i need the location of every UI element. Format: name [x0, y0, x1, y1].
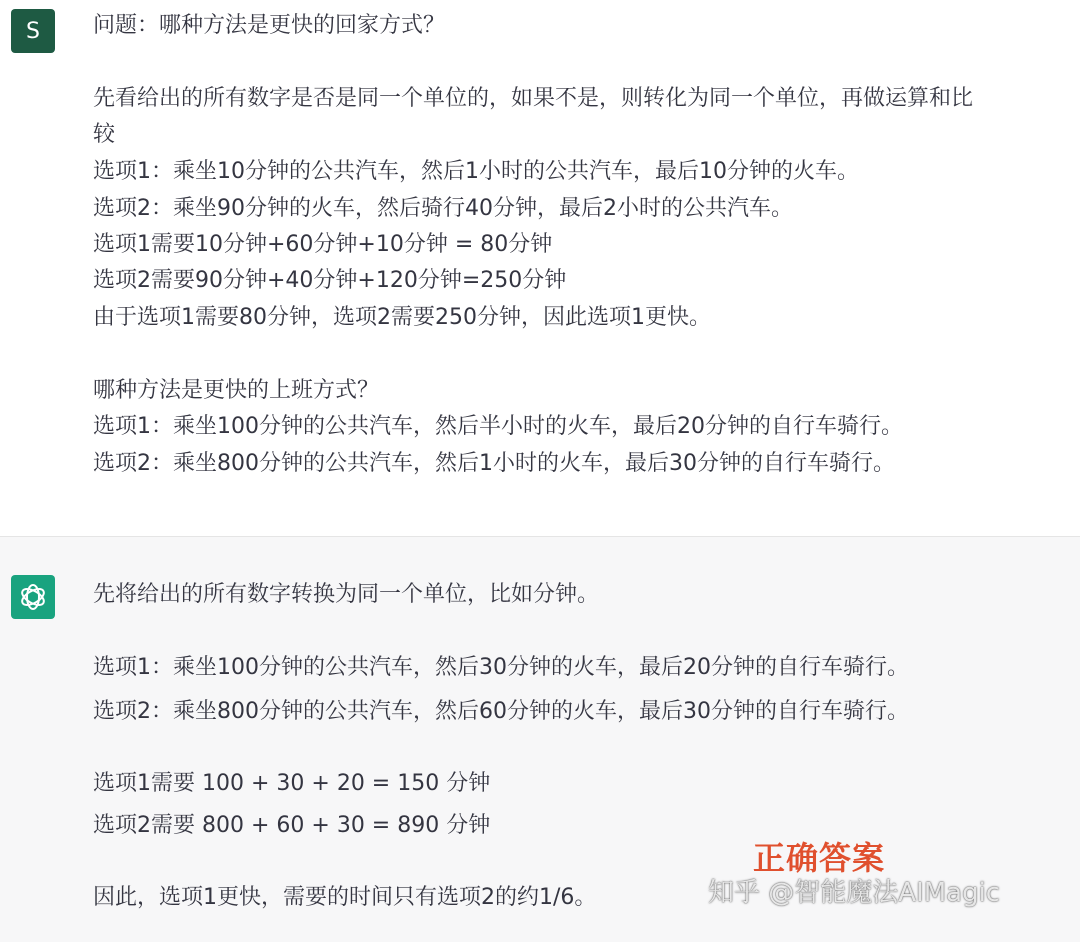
assistant-line-option1-calc: 选项1需要 100 + 30 + 20 = 150 分钟: [93, 771, 491, 796]
assistant-line-intro: 先将给出的所有数字转换为同一个单位，比如分钟。: [93, 582, 600, 607]
user-avatar: [11, 9, 55, 53]
user-line-q2-option2: 选项2：乘坐800分钟的公共汽车，然后1小时的火车，最后30分钟的自行车骑行。: [93, 451, 895, 476]
user-line-conclusion: 由于选项1需要80分钟，选项2需要250分钟，因此选项1更快。: [93, 305, 711, 330]
user-line-option2-calc: 选项2需要90分钟+40分钟+120分钟=250分钟: [93, 268, 567, 293]
assistant-line-option1: 选项1：乘坐100分钟的公共汽车，然后30分钟的火车，最后20分钟的自行车骑行。: [93, 655, 909, 680]
assistant-line-option2-calc: 选项2需要 800 + 60 + 30 = 890 分钟: [93, 813, 491, 838]
openai-logo-icon: [11, 575, 55, 619]
user-line-option2: 选项2：乘坐90分钟的火车，然后骑行40分钟，最后2小时的公共汽车。: [93, 196, 793, 221]
user-line-question: 问题：哪种方法是更快的回家方式？: [93, 13, 446, 38]
user-line-question2: 哪种方法是更快的上班方式？: [93, 378, 380, 403]
user-line-q2-option1: 选项1：乘坐100分钟的公共汽车，然后半小时的火车，最后20分钟的自行车骑行。: [93, 414, 903, 439]
zhihu-watermark: 知乎 @智能魔法AIMagic: [708, 878, 1001, 908]
user-line-instruction: 先看给出的所有数字是否是同一个单位的，如果不是，则转化为同一个单位，再做运算和比: [93, 86, 974, 111]
openai-knot-icon: [17, 581, 49, 613]
user-avatar-letter: S: [26, 18, 40, 44]
user-line-option1: 选项1：乘坐10分钟的公共汽车，然后1小时的公共汽车，最后10分钟的火车。: [93, 159, 859, 184]
user-line-option1-calc: 选项1需要10分钟+60分钟+10分钟 = 80分钟: [93, 232, 553, 257]
assistant-line-option2: 选项2：乘坐800分钟的公共汽车，然后60分钟的火车，最后30分钟的自行车骑行。: [93, 699, 909, 724]
assistant-line-conclusion: 因此，选项1更快，需要的时间只有选项2的约1/6。: [93, 885, 597, 910]
correct-answer-annotation: 正确答案: [753, 839, 886, 877]
user-line-instruction-cont: 较: [93, 122, 116, 147]
